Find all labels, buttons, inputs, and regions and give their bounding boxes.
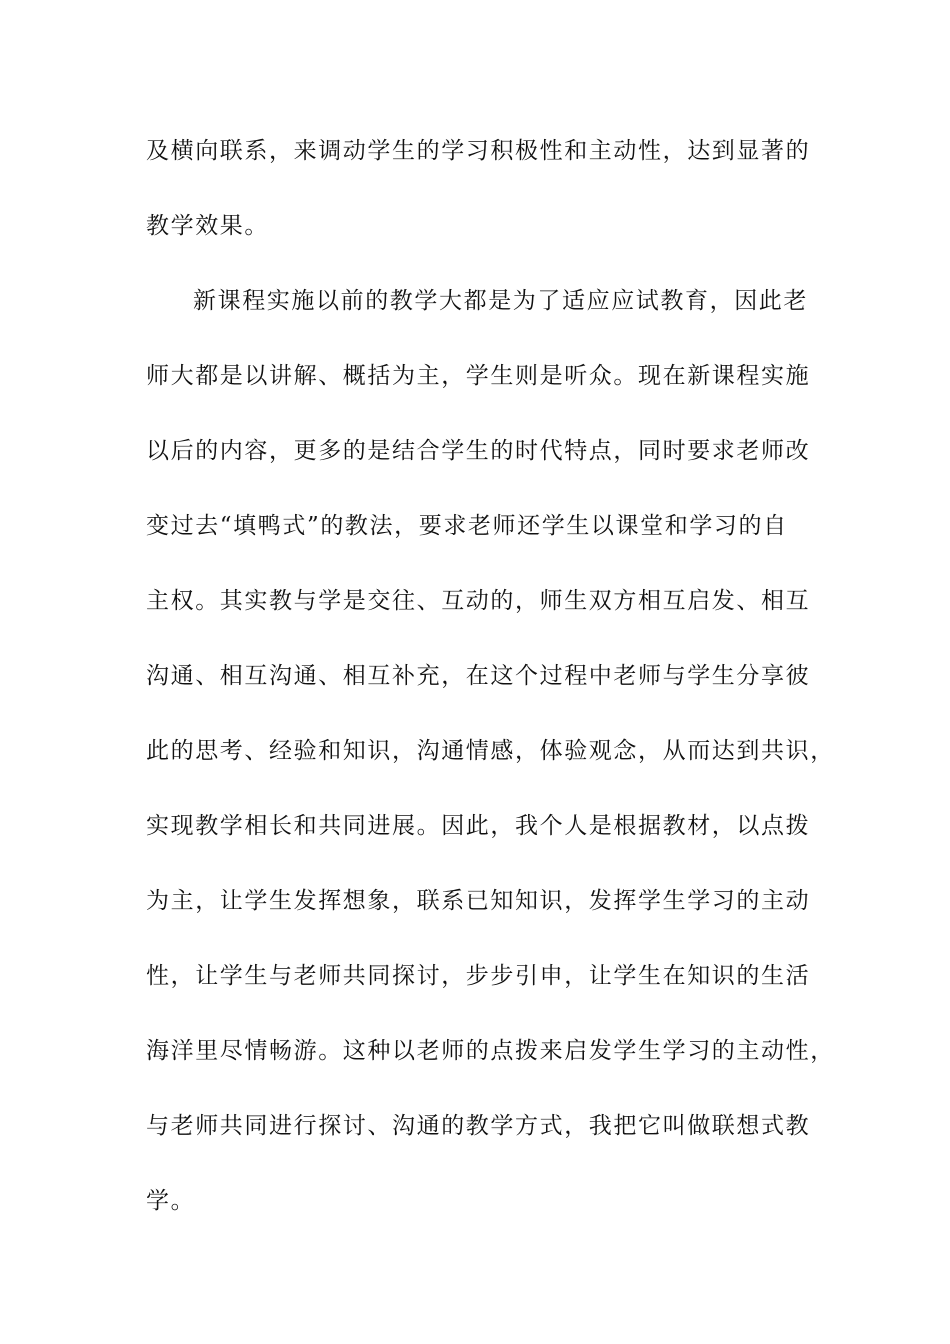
body-text xyxy=(146,128,835,1253)
text-line: 及横向联系，来调动学生的学习积极性和主动性，达到显著的 xyxy=(146,138,811,164)
text-line: 实现教学相长和共同进展。因此，我个人是根据教材，以点拨 xyxy=(146,813,811,839)
text-line: 师大都是以讲解、概括为主，学生则是听众。现在新课程实施 xyxy=(146,363,811,389)
text-line: 以后的内容，更多的是结合学生的时代特点，同时要求老师改 xyxy=(146,438,811,464)
text-line: 性，让学生与老师共同探讨，步步引申，让学生在知识的生活 xyxy=(146,963,811,989)
paragraph-start-line: 新课程实施以前的教学大都是为了适应应试教育，因此老 xyxy=(193,288,808,314)
text-line: 学。 xyxy=(146,1188,196,1214)
text-line: 教学效果。 xyxy=(146,213,269,239)
text-line: 此的思考、经验和知识，沟通情感，体验观念，从而达到共识， xyxy=(146,738,835,764)
text-line: 海洋里尽情畅游。这种以老师的点拨来启发学生学习的主动性， xyxy=(146,1038,835,1064)
text-line: 沟通、相互沟通、相互补充，在这个过程中老师与学生分享彼 xyxy=(146,663,811,689)
text-line: 与老师共同进行探讨、沟通的教学方式，我把它叫做联想式教 xyxy=(146,1113,811,1139)
text-line: 为主，让学生发挥想象，联系已知知识，发挥学生学习的主动 xyxy=(146,888,811,914)
text-line: 变过去“填鸭式”的教法，要求老师还学生以课堂和学习的自 xyxy=(146,513,788,539)
text-line: 主权。其实教与学是交往、互动的，师生双方相互启发、相互 xyxy=(146,588,811,614)
